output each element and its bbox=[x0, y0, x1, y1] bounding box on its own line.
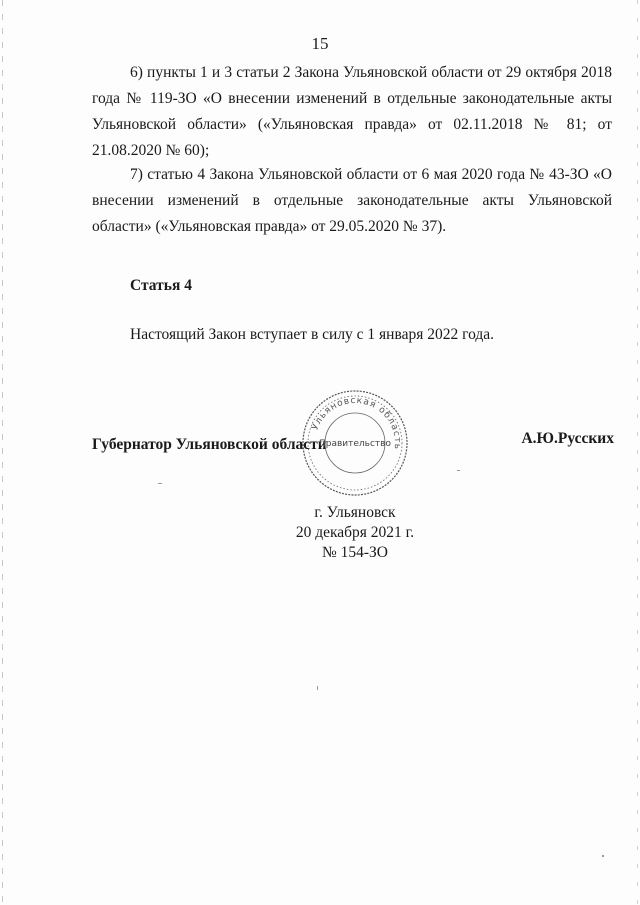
scan-speck bbox=[602, 855, 604, 857]
paragraph-item-6: 6) пункты 1 и 3 статьи 2 Закона Ульяновской области от 29 октября 2018 года № 119-ЗО «О внесении изменений в отдельные законодательные акты Ульяновской области» («Ульяновская правда» от 02.11.2018 № 81; от 21.08.2020 № 60); bbox=[92, 64, 612, 159]
official-seal-stamp bbox=[300, 388, 410, 498]
footer-number: № 154-ЗО bbox=[321, 544, 389, 561]
signature-name: А.Ю.Русских bbox=[521, 430, 614, 447]
scan-speck bbox=[457, 470, 460, 471]
footer-date: 20 декабря 2021 г. bbox=[295, 524, 415, 541]
article-heading: Статья 4 bbox=[130, 277, 192, 294]
seal-ring-text: Ульяновская область bbox=[310, 395, 403, 451]
footer-city: г. Ульяновск bbox=[314, 504, 396, 521]
page-left-edge bbox=[2, 0, 3, 905]
signature-role: Губернатор Ульяновской области bbox=[92, 436, 327, 453]
seal-center-text: Правительство bbox=[319, 439, 391, 449]
article-text: Настоящий Закон вступает в силу с 1 января 2022 года. bbox=[130, 326, 495, 343]
page-number: 15 bbox=[311, 34, 329, 53]
page-right-edge bbox=[637, 0, 638, 905]
scan-speck bbox=[158, 483, 162, 484]
paragraph-item-7: 7) статью 4 Закона Ульяновской области от 6 мая 2020 года № 43-ЗО «О внесении изменений в отдельные законодательные акты Ульяновской области» («Ульяновская правда» от 29.05.2020 № 37). bbox=[92, 166, 612, 235]
footer-block bbox=[0, 503, 640, 563]
scan-speck bbox=[317, 686, 318, 690]
